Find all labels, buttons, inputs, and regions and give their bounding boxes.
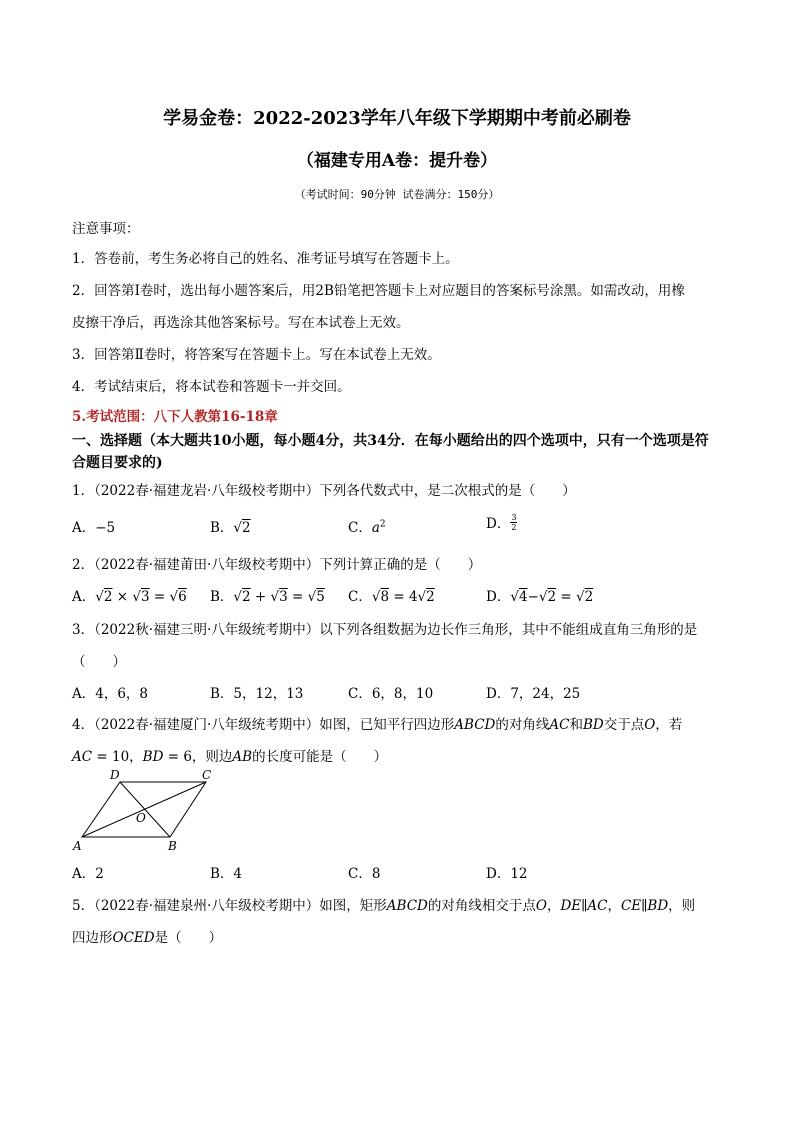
equals: = xyxy=(556,589,576,605)
radicand: 4 xyxy=(518,589,528,605)
radical-sign: √ xyxy=(417,589,427,605)
radicand: 5 xyxy=(316,589,325,605)
q3-option-c: C．6，8，10 xyxy=(348,686,434,702)
math-var: O xyxy=(535,898,547,914)
stem-text: ， xyxy=(546,898,561,914)
math-var: BD xyxy=(142,749,164,765)
q1-option-d xyxy=(486,512,517,532)
radicand: 2 xyxy=(103,589,113,605)
q1-option-b xyxy=(210,516,251,536)
question-5-stem-cont xyxy=(72,926,222,946)
math-var: BD xyxy=(647,898,669,914)
radicand: 2 xyxy=(584,589,594,605)
denominator: 2 xyxy=(511,522,517,532)
section-heading-cont: 合题目要求的) xyxy=(72,455,163,471)
radical-sign: √ xyxy=(371,589,381,605)
stem-text: 的对角线 xyxy=(495,717,550,733)
note-item-3: 3．回答第Ⅱ卷时，将答案写在答题卡上。写在本试卷上无效。 xyxy=(72,347,441,363)
question-4-stem-cont xyxy=(72,745,387,765)
q1-option-c xyxy=(348,516,386,536)
radical-sign: √ xyxy=(233,589,243,605)
stem-text: = 10， xyxy=(92,749,143,765)
q3-option-a: A．4，6，8 xyxy=(72,686,149,702)
option-value: −5 xyxy=(95,520,116,536)
exam-scope: 5.考试范围：八下人教第16-18章 xyxy=(72,409,278,425)
fraction xyxy=(510,513,517,532)
stem-text: 和 xyxy=(569,717,583,733)
stem-text: = 6，则边 xyxy=(163,749,233,765)
equals: = xyxy=(149,589,170,605)
option-label: C． xyxy=(348,589,372,605)
math-var: CE xyxy=(620,898,642,914)
stem-text: 4．（2022春·福建厦门·八年级统考期中）如图，已知平行四边形 xyxy=(72,717,455,733)
option-label: D． xyxy=(486,589,511,605)
diagonal-bd xyxy=(120,782,170,837)
q1-option-a xyxy=(72,516,115,536)
radical-sign: √ xyxy=(538,589,548,605)
question-5-stem xyxy=(72,894,695,914)
radical-sign: √ xyxy=(169,589,179,605)
math-var: ABCD xyxy=(454,717,496,733)
parallelogram-figure xyxy=(68,765,228,855)
operator: − xyxy=(527,589,539,605)
radical-sign: √ xyxy=(307,589,317,605)
exam-info: （考试时间：90分钟 试卷满分：150分） xyxy=(294,188,500,201)
radicand: 3 xyxy=(140,589,150,605)
math-var: AC xyxy=(72,749,93,765)
radical-sign: √ xyxy=(510,589,519,605)
notes-heading: 注意事项： xyxy=(72,221,140,237)
question-4-stem xyxy=(72,713,682,733)
radical-sign: √ xyxy=(95,589,104,605)
q2-option-b xyxy=(210,585,325,605)
question-2-stem: 2．（2022春·福建莆田·八年级校考期中）下列计算正确的是（ ） xyxy=(72,557,482,573)
stem-text: ， xyxy=(607,898,621,914)
radical-sign: √ xyxy=(575,589,585,605)
q2-option-c xyxy=(348,585,435,605)
numerator: 3 xyxy=(511,512,517,522)
radicand: 2 xyxy=(242,520,251,536)
equals: = 4 xyxy=(389,589,418,605)
math-var: DE xyxy=(560,898,582,914)
radical-sign: √ xyxy=(132,589,141,605)
option-label: B． xyxy=(210,589,234,605)
q4-option-b: B．4 xyxy=(210,866,243,882)
question-1-stem: 1．（2022春·福建龙岩·八年级校考期中）下列各代数式中，是二次根式的是（ ） xyxy=(72,483,576,499)
q2-option-d xyxy=(486,585,593,605)
math-var: AC xyxy=(549,717,570,733)
stem-text: 交于点 xyxy=(603,717,645,733)
math-var: AB xyxy=(232,749,253,765)
q4-option-c: C．8 xyxy=(348,866,381,882)
option-label: D． xyxy=(486,516,511,532)
option-label: A． xyxy=(72,589,96,605)
variable: a xyxy=(371,520,380,536)
stem-text: ，若 xyxy=(655,717,683,733)
radicand: 2 xyxy=(242,589,251,605)
q3-option-b: B．5，12，13 xyxy=(210,686,304,702)
stem-text: 四边形 xyxy=(72,930,113,946)
page-title: 学易金卷：2022-2023学年八年级下学期期中考前必刷卷 xyxy=(163,108,631,129)
radicand: 2 xyxy=(426,589,435,605)
q2-option-a xyxy=(72,585,187,605)
page-subtitle: （福建专用A卷：提升卷） xyxy=(296,151,498,171)
note-item-4: 4．考试结束后，将本试卷和答题卡一并交回。 xyxy=(72,379,351,395)
vertex-label-a: A xyxy=(73,839,82,853)
q4-option-d: D．12 xyxy=(486,866,528,882)
radicand: 6 xyxy=(178,589,187,605)
parallel-symbol: ∥ xyxy=(581,898,588,914)
option-label: C． xyxy=(348,520,372,536)
option-label: B． xyxy=(210,520,234,536)
option-label: A． xyxy=(72,520,96,536)
question-3-stem-cont: （ ） xyxy=(72,654,126,670)
section-heading: 一、选择题（本大题共10小题，每小题4分，共34分．在每小题给出的四个选项中，只有一个选项是符 xyxy=(72,433,709,449)
parallel-symbol: ∥ xyxy=(641,898,648,914)
stem-text: 是（ ） xyxy=(154,930,223,946)
center-label-o: O xyxy=(136,811,146,825)
stem-text: ，则 xyxy=(668,898,696,914)
vertex-label-c: C xyxy=(202,768,212,782)
q4-option-a: A．2 xyxy=(72,866,104,882)
q3-option-d: D．7，24，25 xyxy=(486,686,581,702)
math-var: BD xyxy=(582,717,604,733)
radical-sign: √ xyxy=(233,520,243,536)
stem-text: 5．（2022春·福建泉州·八年级校考期中）如图，矩形 xyxy=(72,898,387,914)
operator: × xyxy=(112,589,133,605)
note-item-1: 1．答卷前，考生务必将自己的姓名、准考证号填写在答题卡上。 xyxy=(72,251,459,267)
math-var: ABCD xyxy=(386,898,428,914)
math-var: OCED xyxy=(112,930,155,946)
radicand: 3 xyxy=(279,589,288,605)
vertex-label-b: B xyxy=(168,839,177,853)
radicand: 8 xyxy=(380,589,390,605)
question-3-stem: 3．（2022秋·福建三明·八年级统考期中）以下列各组数据为边长作三角形，其中不能组成直角三角形的是 xyxy=(72,622,698,638)
math-var: AC xyxy=(587,898,608,914)
stem-text: 的对角线相交于点 xyxy=(427,898,536,914)
note-item-2: 2．回答第Ⅰ卷时，选出每小题答案后，用2B铅笔把答题卡上对应题目的答案标号涂黑。如需改动，用橡 xyxy=(72,283,685,299)
radical-sign: √ xyxy=(270,589,280,605)
operator: + xyxy=(250,589,271,605)
note-item-2-cont: 皮擦干净后，再选涂其他答案标号。写在本试卷上无效。 xyxy=(72,315,410,331)
stem-text: 的长度可能是（ ） xyxy=(252,749,388,765)
exponent: 2 xyxy=(379,519,386,530)
math-var: O xyxy=(644,717,656,733)
radicand: 2 xyxy=(547,589,557,605)
vertex-label-d: D xyxy=(110,768,120,782)
equals: = xyxy=(287,589,308,605)
